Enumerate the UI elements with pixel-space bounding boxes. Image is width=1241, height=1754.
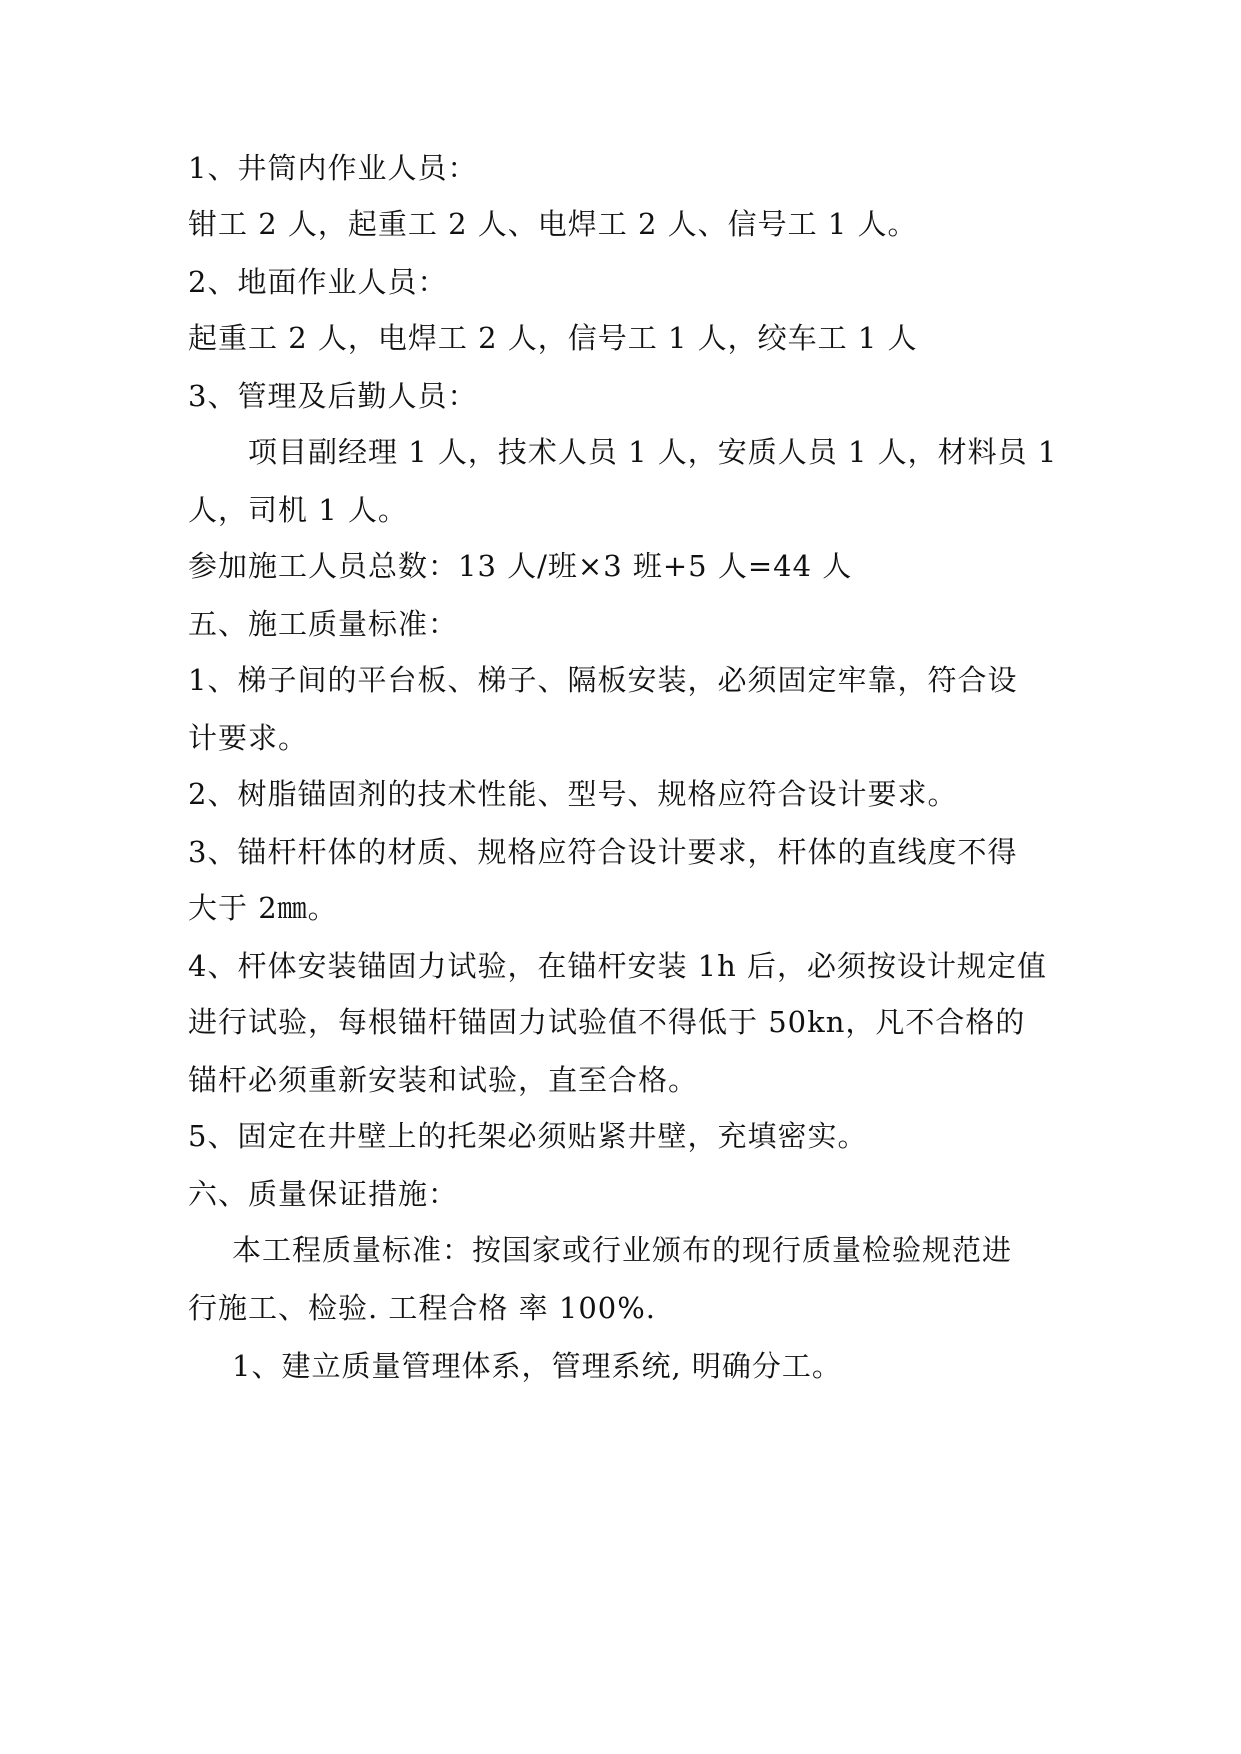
text-line: 锚杆必须重新安装和试验，直至合格。 xyxy=(188,1063,699,1097)
text-line: 4、杆体安装锚固力试验，在锚杆安装 1h 后，必须按设计规定值 xyxy=(188,949,1048,983)
text-line: 计要求。 xyxy=(188,721,309,755)
text-line: 5、固定在井壁上的托架必须贴紧井壁，充填密实。 xyxy=(188,1119,868,1153)
text-line: 钳工 2 人，起重工 2 人、电焊工 2 人、信号工 1 人。 xyxy=(188,207,918,241)
text-line: 1、梯子间的平台板、梯子、隔板安装，必须固定牢靠，符合设 xyxy=(188,663,1018,697)
text-line: 1、井筒内作业人员： xyxy=(188,151,478,185)
text-line: 进行试验，每根锚杆锚固力试验值不得低于 50kn，凡不合格的 xyxy=(188,1005,1026,1039)
text-line: 项目副经理 1 人，技术人员 1 人，安质人员 1 人，材料员 1 xyxy=(248,435,1058,469)
text-line: 1、建立质量管理体系，管理系统, 明确分工。 xyxy=(232,1349,842,1383)
text-line: 本工程质量标准：按国家或行业颁布的现行质量检验规范进 xyxy=(232,1233,1013,1267)
section-heading: 六、质量保证措施： xyxy=(188,1177,459,1211)
text-line: 3、管理及后勤人员： xyxy=(188,379,478,413)
text-line: 参加施工人员总数：13 人/班×3 班+5 人=44 人 xyxy=(188,549,853,583)
text-line: 起重工 2 人，电焊工 2 人，信号工 1 人，绞车工 1 人 xyxy=(188,321,918,355)
text-line: 2、地面作业人员： xyxy=(188,265,448,299)
text-line: 人，司机 1 人。 xyxy=(188,493,408,527)
text-line: 大于 2㎜。 xyxy=(188,891,338,925)
text-line: 3、锚杆杆体的材质、规格应符合设计要求，杆体的直线度不得 xyxy=(188,835,1018,869)
text-line: 行施工、检验. 工程合格 率 100%. xyxy=(188,1291,656,1325)
text-line: 2、树脂锚固剂的技术性能、型号、规格应符合设计要求。 xyxy=(188,777,958,811)
section-heading: 五、施工质量标准： xyxy=(188,607,459,641)
